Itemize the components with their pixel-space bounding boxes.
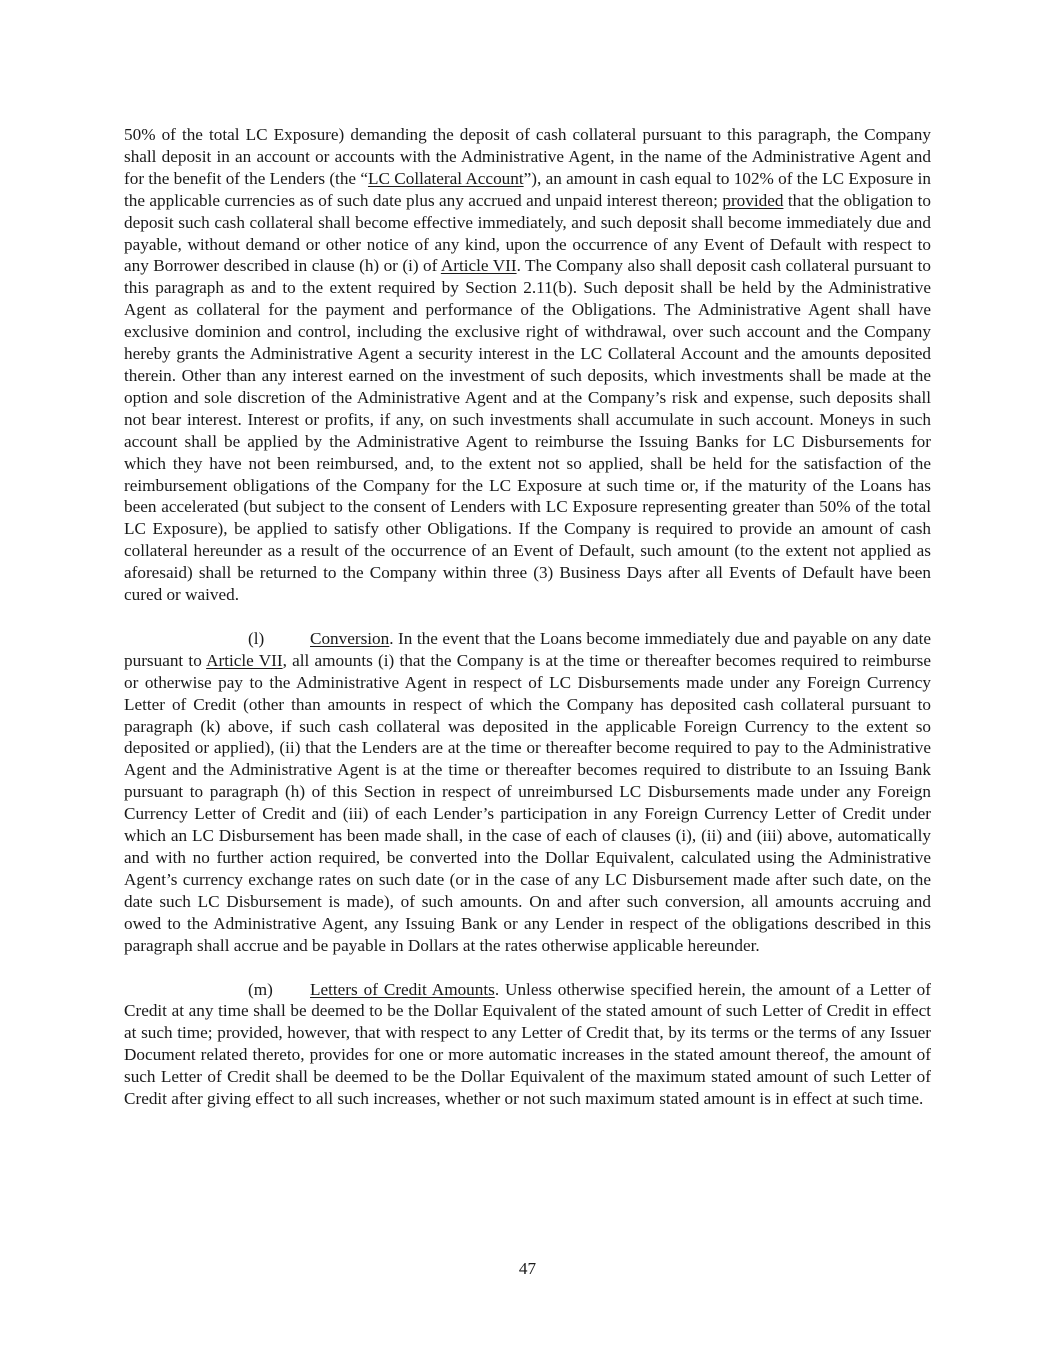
page-number: 47 [518, 1259, 537, 1278]
defined-term-lc-collateral-account: LC Collateral Account [367, 168, 524, 188]
text-run: ”), an amount in cash equal to 102% of the LC Exposure in the applicable currencies as of such date plus any accrued and unpaid interest thereon; [124, 168, 931, 210]
text-run: 50% of the total LC Exposure) demanding the deposit of cash collateral pursuant to this paragraph, the Company shall deposit in an account or accounts with the Administrative Agent, in the name of the Administrative Agent and for the benefit of the Lenders (the “ [124, 125, 931, 188]
text-run: . Unless otherwise specified herein, the amount of a Letter of Credit at any time shall be deemed to be the Dollar Equivalent of the stated amount of such Letter of Credit in effect at such time; provided, however, that with respect to any Letter of Credit that, by its terms or the terms of any Issuer Document related thereto, provides for one or more automatic increases in the stated amount thereof, the amount of such Letter of Credit shall be deemed to be the Dollar Equivalent of the maximum stated amount of such Letter of Credit after giving effect to all such increases, whether or not such maximum stated amount is in effect at such time. [124, 979, 932, 1109]
text-run: that the obligation to deposit such cash collateral shall become effective immediately, and such deposit shall become immediately due and payable, without demand or other notice of any kind, upon the occurrence of any Event of Default with respect to any Borrower described in clause (h) or (i) of [124, 190, 931, 276]
paragraph-k-continuation [124, 124, 931, 606]
document-page [124, 124, 931, 1110]
text-run: , all amounts (i) that the Company is at the time or thereafter becomes required to reimburse or otherwise pay to the Administrative Agent in respect of LC Disbursements made under any Foreign Currency Letter of Credit (other than amounts in respect of which the Company has deposited cash collateral pursuant to paragraph (k) above, if such cash collateral was deposited in the applicable Foreign Currency to the extent so deposited or applied), (ii) that the Lenders are at the time or thereafter become required to pay to the Administrative Agent and the Administrative Agent is at the time or thereafter becomes required to distribute to an Issuing Bank pursuant to paragraph (h) of this Section in respect of unreimbursed LC Disbursements made under any Foreign Currency Letter of Credit and (iii) of each Lender’s participation in any Foreign Currency Letter of Credit under which an LC Disbursement has been made shall, in the case of each of clauses (i), (ii) and (iii) above, automatically and with no further action required, be converted into the Dollar Equivalent, calculated using the Administrative Agent’s currency exchange rates on such date (or in the case of any LC Disbursement made after such date, on the date such LC Disbursement is made), of such amounts. On and after such conversion, all amounts accruing and owed to the Administrative Agent, any Issuing Bank or any Lender in respect of the obligations described in this paragraph shall accrue and be payable in Dollars at the rates otherwise applicable hereunder. [124, 650, 931, 955]
article-reference: Article VII [440, 256, 517, 276]
provided-term: provided [722, 190, 784, 210]
paragraph-marker: (m) [248, 979, 273, 999]
text-run: . In the event that the Loans become immediately due and payable on any date pursuant to [124, 628, 931, 670]
paragraph-heading: Conversion [310, 628, 390, 648]
paragraph-marker: (l) [248, 628, 265, 648]
text-run: . The Company also shall deposit cash collateral pursuant to this paragraph as and to the extent required by Section 2.11(b). Such deposit shall be held by the Administrative Agent as collateral for the payment and performance of the Obligations. The Administrative Agent shall have exclusive dominion and control, including the exclusive right of withdrawal, over such account and the Company hereby grants the Administrative Agent a security interest in the LC Collateral Account and the amounts deposited therein. Other than any interest earned on the investment of such deposits, which investments shall be made at the option and sole discretion of the Administrative Agent and at the Company’s risk and expense, such deposits shall not bear interest. Interest or profits, if any, on such investments shall accumulate in such account. Moneys in such account shall be applied by the Administrative Agent to reimburse the Issuing Banks for LC Disbursements for which they have not been reimbursed, and, to the extent not so applied, shall be held for the satisfaction of the reimbursement obligations of the Company for the LC Exposure at such time or, if the maturity of the Loans has been accelerated (but subject to the consent of Lenders with LC Exposure representing greater than 50% of the total LC Exposure), be applied to satisfy other Obligations. If the Company is required to provide an amount of cash collateral hereunder as a result of the occurrence of an Event of Default, such amount (to the extent not applied as aforesaid) shall be returned to the Company within three (3) Business Days after all Events of Default have been cured or waived. [124, 256, 931, 605]
paragraph-l [124, 628, 931, 957]
paragraph-heading: Letters of Credit Amounts [310, 979, 495, 999]
article-reference: Article VII [206, 650, 283, 670]
paragraph-m [124, 979, 931, 1110]
